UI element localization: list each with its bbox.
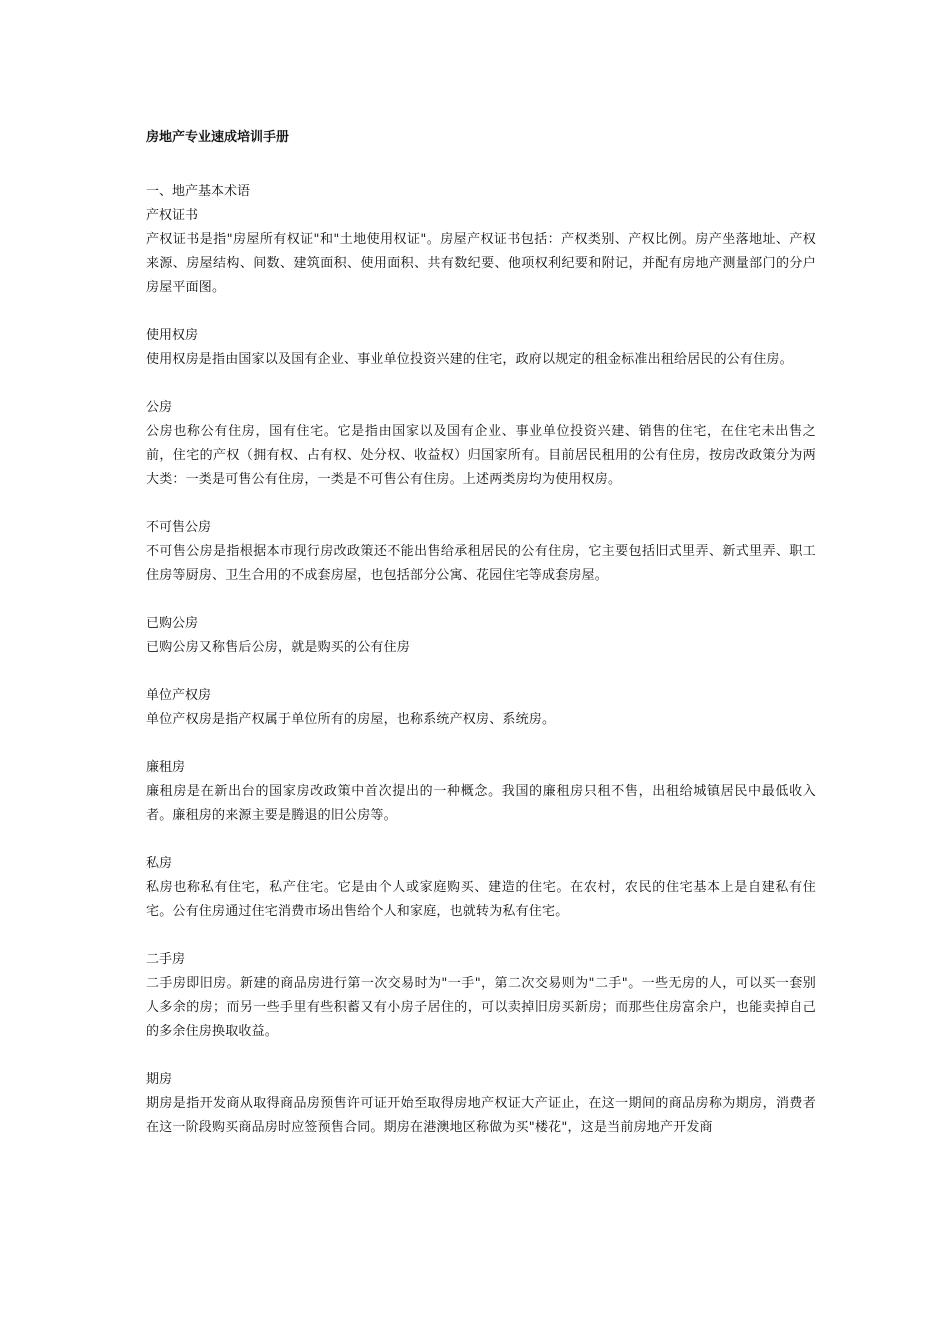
term-heading: 不可售公房 — [146, 520, 212, 535]
term-definition: 产权证书是指"房屋所有权证"和"土地使用权证"。房屋产权证书包括：产权类别、产权比例。房产坐落地址、产权来源、房屋结构、间数、建筑面积、使用面积、共有数纪要、他项权利纪要和附记，并配有房地产测量部门的分户房屋平面图。 — [146, 232, 816, 295]
entry-off-plan-housing — [146, 1068, 816, 1140]
term-definition: 二手房即旧房。新建的商品房进行第一次交易时为"一手"，第二次交易则为"二手"。一些无房的人，可以买一套别人多余的房；而另一些手里有些积蓄又有小房子居住的，可以卖掉旧房买新房；而那些住房富余户，也能卖掉自己的多余住房换取收益。 — [146, 976, 816, 1039]
entry-property-certificate — [146, 204, 816, 300]
entry-private-housing — [146, 852, 816, 924]
term-definition: 单位产权房是指产权属于单位所有的房屋，也称系统产权房、系统房。 — [146, 712, 556, 727]
entry-non-saleable-public-housing — [146, 516, 816, 588]
document-title: 房地产专业速成培训手册 — [146, 130, 290, 145]
term-heading: 公房 — [146, 400, 173, 415]
term-definition: 私房也称私有住宅，私产住宅。它是由个人或家庭购买、建造的住宅。在农村，农民的住宅基本上是自建私有住宅。公有住房通过住宅消费市场出售给个人和家庭，也就转为私有住宅。 — [146, 880, 816, 919]
entry-low-rent-housing — [146, 756, 816, 828]
entry-use-right-housing — [146, 324, 816, 372]
term-definition: 公房也称公有住房，国有住宅。它是指由国家以及国有企业、事业单位投资兴建、销售的住宅，在住宅未出售之前，住宅的产权（拥有权、占有权、处分权、收益权）归国家所有。目前居民租用的公有住房，按房改政策分为两大类：一类是可售公有住房，一类是不可售公有住房。上述两类房均为使用权房。 — [146, 424, 816, 487]
section-heading: 一、地产基本术语 — [146, 184, 251, 199]
term-heading: 产权证书 — [146, 208, 199, 223]
term-heading: 私房 — [146, 856, 173, 871]
entry-purchased-public-housing — [146, 612, 816, 660]
term-definition: 使用权房是指由国家以及国有企业、事业单位投资兴建的住宅，政府以规定的租金标准出租给居民的公有住房。 — [146, 352, 793, 367]
term-heading: 二手房 — [146, 952, 186, 967]
document-page — [146, 128, 816, 1164]
term-definition: 期房是指开发商从取得商品房预售许可证开始至取得房地产权证大产证止，在这一期间的商品房称为期房，消费者在这一阶段购买商品房时应签预售合同。期房在港澳地区称做为买"楼花"，这是当前房地产开发商 — [146, 1096, 816, 1135]
entry-unit-property-housing — [146, 684, 816, 732]
term-heading: 已购公房 — [146, 616, 199, 631]
term-heading: 期房 — [146, 1072, 173, 1087]
term-heading: 使用权房 — [146, 328, 199, 343]
entry-public-housing — [146, 396, 816, 492]
term-definition: 不可售公房是指根据本市现行房改政策还不能出售给承租居民的公有住房，它主要包括旧式里弄、新式里弄、职工住房等厨房、卫生合用的不成套房屋，也包括部分公寓、花园住宅等成套房屋。 — [146, 544, 816, 583]
term-definition: 廉租房是在新出台的国家房改政策中首次提出的一种概念。我国的廉租房只租不售，出租给城镇居民中最低收入者。廉租房的来源主要是腾退的旧公房等。 — [146, 784, 816, 823]
entry-second-hand-housing — [146, 948, 816, 1044]
term-heading: 廉租房 — [146, 760, 186, 775]
term-heading: 单位产权房 — [146, 688, 212, 703]
term-definition: 已购公房又称售后公房，就是购买的公有住房 — [146, 640, 411, 655]
